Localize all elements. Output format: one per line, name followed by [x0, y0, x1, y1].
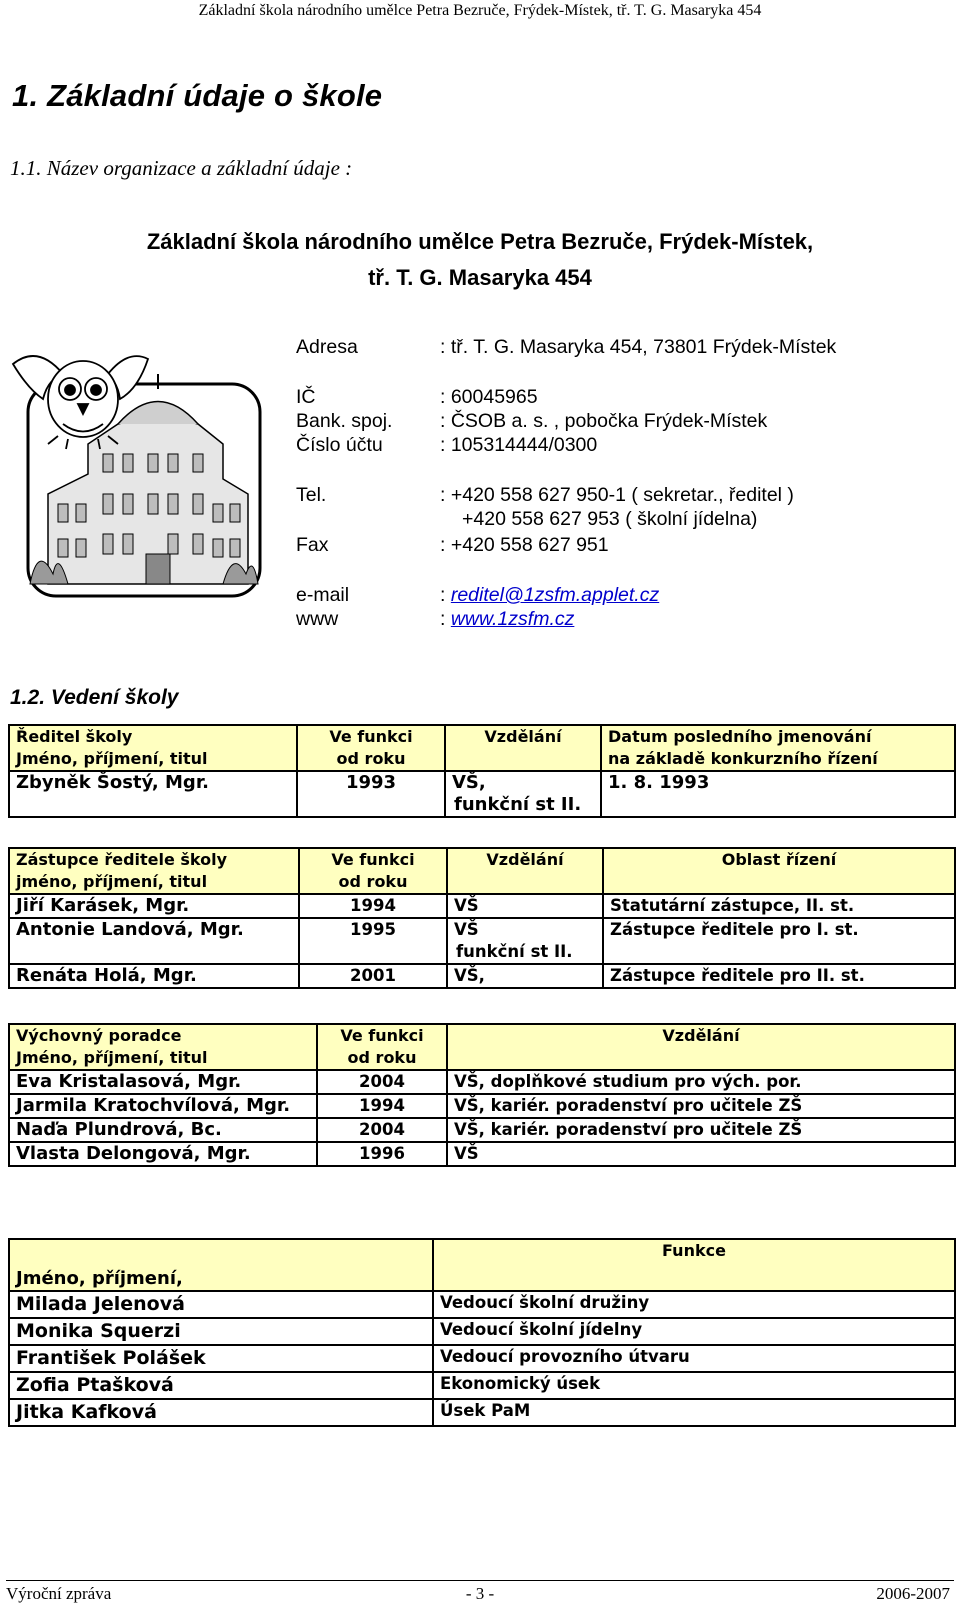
account-label: Číslo účtu: [296, 434, 383, 456]
footer-divider: [6, 1580, 954, 1581]
footer-report-title: Výroční zpráva: [6, 1584, 112, 1603]
header-cell: Ve funkci od roku: [317, 1024, 447, 1070]
school-name: [0, 224, 960, 296]
education-cell: VŠ, kariér. poradenství pro učitele ZŠ: [447, 1094, 955, 1118]
bank-label: Bank. spoj.: [296, 410, 393, 432]
email-prefix: :: [440, 584, 446, 606]
table-header-row: [9, 1239, 955, 1291]
account-value: : 105314444/0300: [440, 434, 598, 456]
header-cell: Datum posledního jmenování na základě konkurzního řízení: [601, 725, 955, 771]
table-row: [9, 1094, 955, 1118]
tel-value-1: : +420 558 627 950-1 ( sekretar., ředitel ): [440, 484, 794, 506]
fax-value: : +420 558 627 951: [440, 534, 609, 556]
education-cell: VŠ,: [447, 964, 603, 988]
counselor-table: [8, 1023, 956, 1167]
year-cell: 1995: [299, 918, 447, 964]
running-header: Základní škola národního umělce Petra Bezruče, Frýdek-Místek, tř. T. G. Masaryka 454: [198, 2, 762, 19]
name-cell: František Polášek: [9, 1345, 433, 1372]
www-label: www: [296, 608, 339, 630]
header-cell: Ve funkci od roku: [297, 725, 445, 771]
header-cell: Vzdělání: [445, 725, 601, 771]
www-link[interactable]: www.1zsfm.cz: [450, 608, 575, 630]
email-row: [440, 584, 659, 607]
deputy-table: [8, 847, 956, 989]
email-label: e-mail: [296, 584, 350, 606]
fax-label: Fax: [296, 534, 329, 556]
name-cell: Jarmila Kratochvílová, Mgr.: [9, 1094, 317, 1118]
date-cell: 1. 8. 1993: [601, 771, 955, 817]
function-cell: Vedoucí provozního útvaru: [433, 1345, 955, 1372]
year-cell: 1993: [297, 771, 445, 817]
tel-value-2: +420 558 627 953 ( školní jídelna): [462, 508, 758, 530]
bank-value: : ČSOB a. s. , pobočka Frýdek-Místek: [440, 410, 768, 432]
year-cell: 1994: [317, 1094, 447, 1118]
table-row: [9, 894, 955, 918]
year-cell: 1994: [299, 894, 447, 918]
education-cell: VŠ, kariér. poradenství pro učitele ZŠ: [447, 1118, 955, 1142]
year-cell: 2001: [299, 964, 447, 988]
name-cell: Antonie Landová, Mgr.: [9, 918, 299, 964]
table-header-row: [9, 1024, 955, 1070]
name-cell: Jiří Karásek, Mgr.: [9, 894, 299, 918]
school-name-line1: Základní škola národního umělce Petra Bezruče, Frýdek-Místek,: [146, 229, 814, 254]
table-row: [9, 771, 955, 817]
name-cell: Zbyněk Šostý, Mgr.: [9, 771, 297, 817]
www-prefix: :: [440, 608, 446, 630]
table-row: [9, 964, 955, 988]
education-cell: VŠ: [447, 1142, 955, 1166]
function-cell: Vedoucí školní jídelny: [433, 1318, 955, 1345]
year-cell: 2004: [317, 1070, 447, 1094]
www-row: [440, 608, 574, 631]
name-cell: Naďa Plundrová, Bc.: [9, 1118, 317, 1142]
table-row: [9, 918, 955, 964]
table-row: [9, 1070, 955, 1094]
tel-label: Tel.: [296, 484, 327, 506]
ic-value: : 60045965: [440, 386, 538, 408]
section-heading-1-1: 1.1. Název organizace a základní údaje :: [10, 156, 353, 180]
table-row: [9, 1318, 955, 1345]
name-cell: Monika Squerzi: [9, 1318, 433, 1345]
school-logo-image: [8, 344, 266, 599]
table-row: [9, 1291, 955, 1318]
area-cell: Zástupce ředitele pro II. st.: [603, 964, 955, 988]
function-cell: Vedoucí školní družiny: [433, 1291, 955, 1318]
name-cell: Renáta Holá, Mgr.: [9, 964, 299, 988]
name-cell: Zofia Ptašková: [9, 1372, 433, 1399]
adresa-value: : tř. T. G. Masaryka 454, 73801 Frýdek-Místek: [440, 336, 837, 358]
education-cell: VŠ funkční st II.: [447, 918, 603, 964]
area-cell: Zástupce ředitele pro I. st.: [603, 918, 955, 964]
header-cell: Oblast řízení: [603, 848, 955, 894]
school-name-line2: tř. T. G. Masaryka 454: [368, 265, 592, 290]
education-cell: VŠ, funkční st II.: [445, 771, 601, 817]
staff-function-table: [8, 1238, 956, 1427]
section-heading-1-2: 1.2. Vedení školy: [10, 686, 179, 709]
name-cell: Milada Jelenová: [9, 1291, 433, 1318]
footer-page-number: - 3 -: [465, 1584, 495, 1603]
header-cell: Výchovný poradce Jméno, příjmení, titul: [9, 1024, 317, 1070]
education-cell: VŠ, doplňkové studium pro vých. por.: [447, 1070, 955, 1094]
header-cell: Ve funkci od roku: [299, 848, 447, 894]
table-header-row: [9, 848, 955, 894]
area-cell: Statutární zástupce, II. st.: [603, 894, 955, 918]
header-cell: Jméno, příjmení,: [9, 1239, 433, 1291]
header-cell: Vzdělání: [447, 1024, 955, 1070]
table-header-row: [9, 725, 955, 771]
adresa-label: Adresa: [296, 336, 358, 358]
footer-year: 2006-2007: [876, 1584, 950, 1603]
header-cell: Vzdělání: [447, 848, 603, 894]
function-cell: Úsek PaM: [433, 1399, 955, 1426]
header-cell: Funkce: [433, 1239, 955, 1291]
director-table: [8, 724, 956, 818]
table-row: [9, 1345, 955, 1372]
header-cell: Zástupce ředitele školy jméno, příjmení, titul: [9, 848, 299, 894]
email-link[interactable]: reditel@1zsfm.applet.cz: [450, 584, 660, 606]
year-cell: 2004: [317, 1118, 447, 1142]
section-heading-1: 1. Základní údaje o škole: [12, 78, 383, 113]
table-row: [9, 1372, 955, 1399]
ic-label: IČ: [296, 386, 316, 408]
table-row: [9, 1142, 955, 1166]
year-cell: 1996: [317, 1142, 447, 1166]
name-cell: Jitka Kafková: [9, 1399, 433, 1426]
table-row: [9, 1399, 955, 1426]
table-row: [9, 1118, 955, 1142]
name-cell: Vlasta Delongová, Mgr.: [9, 1142, 317, 1166]
education-cell: VŠ: [447, 894, 603, 918]
header-cell: Ředitel školy Jméno, příjmení, titul: [9, 725, 297, 771]
name-cell: Eva Kristalasová, Mgr.: [9, 1070, 317, 1094]
function-cell: Ekonomický úsek: [433, 1372, 955, 1399]
